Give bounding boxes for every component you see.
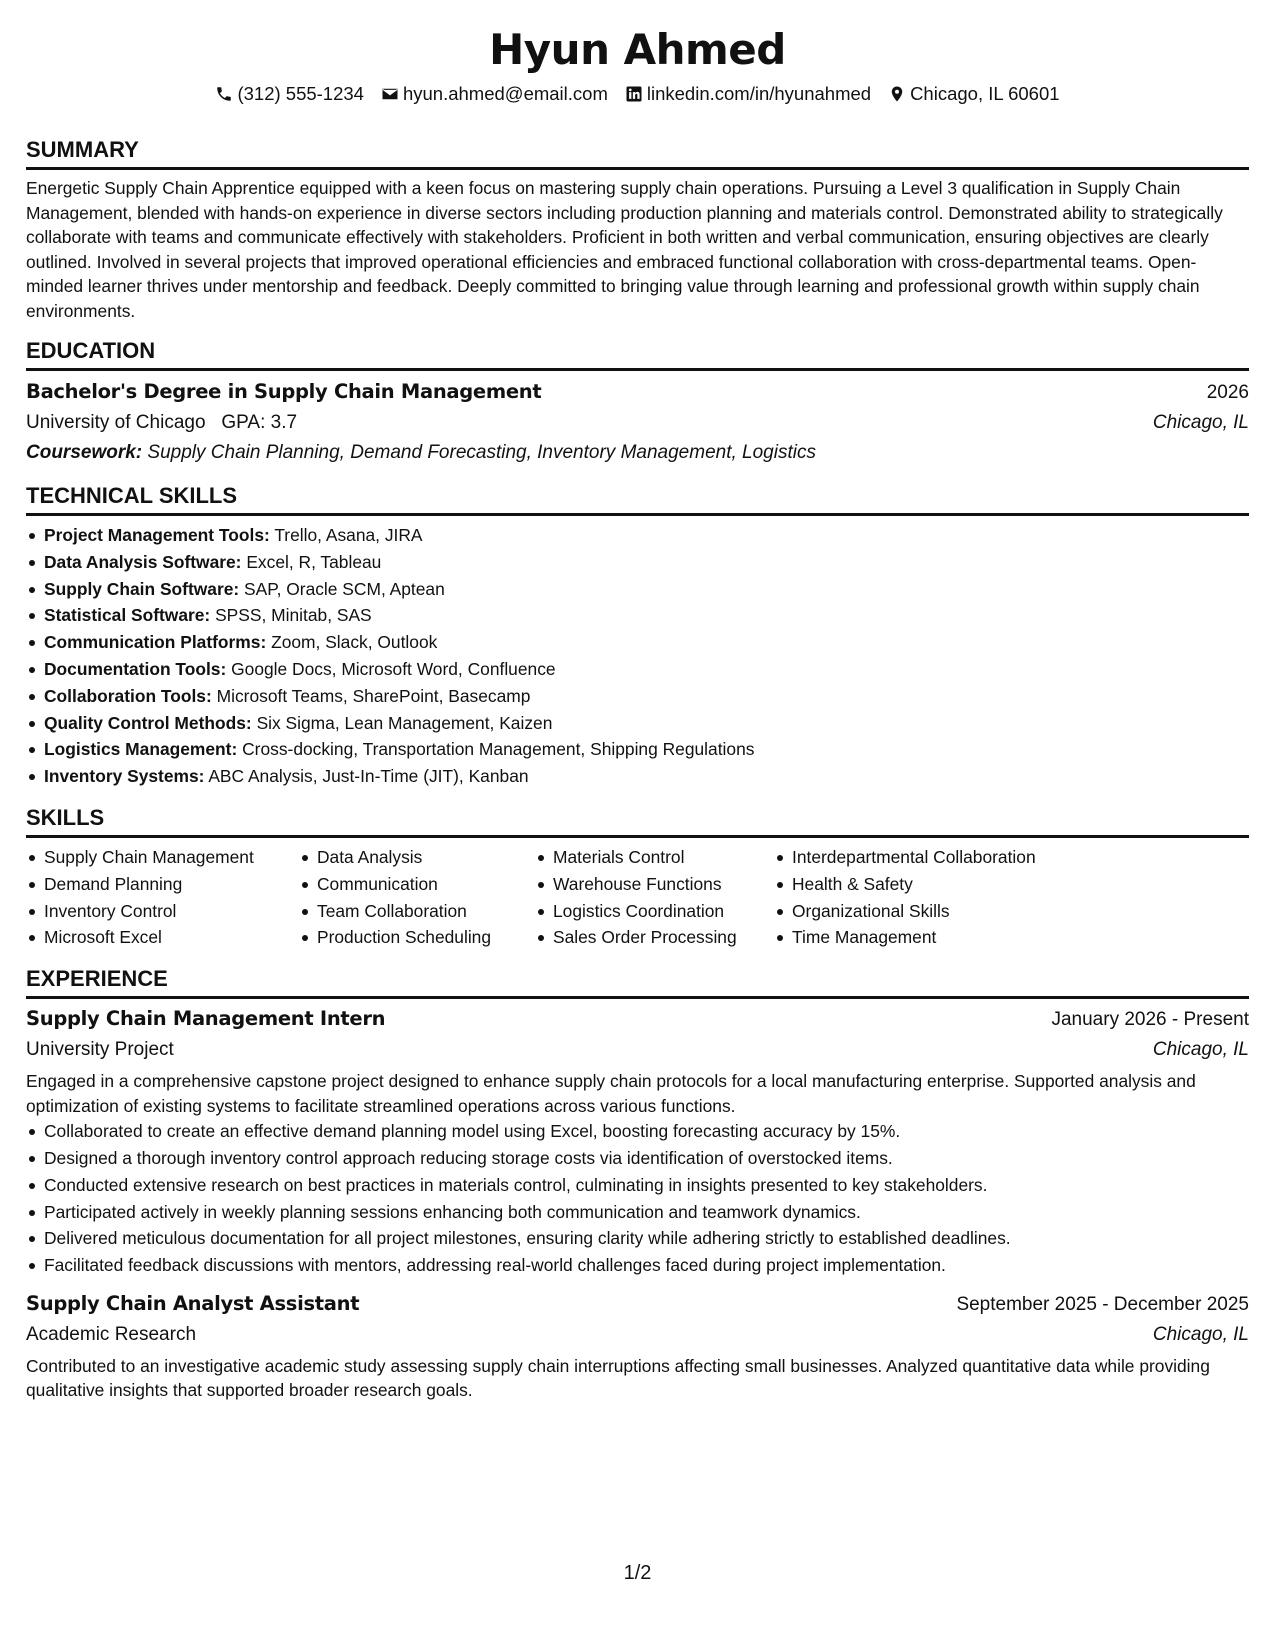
map-pin-icon <box>888 85 906 103</box>
list-item: Communication <box>299 871 535 898</box>
linkedin-icon <box>625 85 643 103</box>
list-item: Team Collaboration <box>299 898 535 925</box>
list-item: Inventory Control <box>26 898 299 925</box>
summary-text: Energetic Supply Chain Apprentice equipped with a keen focus on mastering supply chain operations. Pursuing a Level 3 qualification in Supply Chain Management, blended with hands-on experience in diverse sectors including production planning and materials control. Demonstrated ability to strategically collaborate with teams and communicate effectively with stakeholders. Proficient in both written and verbal communication, ensuring objectives are clearly outlined. Involved in several projects that improved operational efficiencies and embraced functional collaboration with cross-departmental teams. Open-minded learner thrives under mentorship and feedback. Deeply committed to bringing value through learning and professional growth within supply chain environments. <box>26 178 1223 321</box>
skill-category-value: Zoom, Slack, Outlook <box>271 632 438 653</box>
list-item <box>26 522 1249 549</box>
list-item: Designed a thorough inventory control approach reducing storage costs via identification of overstocked items. <box>26 1145 1249 1172</box>
contact-email[interactable] <box>381 82 608 106</box>
skill-category-label: Collaboration Tools: <box>44 685 212 706</box>
phone-text: (312) 555-1234 <box>237 83 364 104</box>
skill-category-label: Statistical Software: <box>44 605 211 626</box>
list-item: Health & Safety <box>774 871 1036 898</box>
section-title-education: EDUCATION <box>26 337 1249 371</box>
list-item <box>26 710 1249 737</box>
job-role: Supply Chain Management Intern <box>26 1007 386 1031</box>
list-item: Facilitated feedback discussions with mentors, addressing real-world challenges faced during project implementation. <box>26 1252 1249 1279</box>
list-item: Interdepartmental Collaboration <box>774 844 1036 871</box>
skill-category-value: Microsoft Teams, SharePoint, Basecamp <box>216 685 531 706</box>
contact-location <box>888 82 1059 106</box>
summary-section <box>26 136 1249 323</box>
skills-section <box>26 804 1249 951</box>
skill-category-value: Google Docs, Microsoft Word, Confluence <box>231 658 556 679</box>
job-header-row <box>26 1289 1249 1320</box>
technical-skills-list <box>26 522 1249 790</box>
list-item <box>26 763 1249 790</box>
section-title-summary: SUMMARY <box>26 136 1249 170</box>
gpa: GPA: 3.7 <box>221 412 298 433</box>
job-entry <box>26 1289 1249 1403</box>
job-location: Chicago, IL <box>1152 1323 1249 1345</box>
section-title-experience: EXPERIENCE <box>26 965 1249 999</box>
list-item: Delivered meticulous documentation for all project milestones, ensuring clarity while adhering strictly to established deadlines. <box>26 1225 1249 1252</box>
list-item: Demand Planning <box>26 871 299 898</box>
list-item: Participated actively in weekly planning sessions enhancing both communication and teamwork dynamics. <box>26 1199 1249 1226</box>
skills-column <box>774 844 1036 951</box>
list-item <box>26 549 1249 576</box>
job-description: Contributed to an investigative academic study assessing supply chain interruptions affecting small businesses. Analyzed quantitative data while providing qualitative insights that supported broader research goals. <box>26 1355 1210 1401</box>
school-name: University of Chicago <box>26 412 206 433</box>
section-title-skills: SKILLS <box>26 804 1249 838</box>
contact-phone <box>215 82 364 106</box>
job-org-row <box>26 1035 1249 1065</box>
education-section <box>26 337 1249 468</box>
experience-section <box>26 965 1249 1403</box>
list-item: Data Analysis <box>299 844 535 871</box>
job-dates: September 2025 - December 2025 <box>956 1293 1249 1315</box>
school-line <box>26 408 297 438</box>
skill-category-value: SAP, Oracle SCM, Aptean <box>244 578 445 599</box>
job-dates: January 2026 - Present <box>1051 1009 1249 1031</box>
contact-bar <box>26 82 1249 106</box>
list-item: Warehouse Functions <box>535 871 774 898</box>
job-header-row <box>26 1004 1249 1035</box>
job-description: Engaged in a comprehensive capstone project designed to enhance supply chain protocols for a local manufacturing enterprise. Supported analysis and optimization of existing systems to facilitate streamlined operations across various functions. <box>26 1071 1196 1116</box>
skill-category-value: Trello, Asana, JIRA <box>274 525 423 545</box>
list-item: Logistics Coordination <box>535 898 774 925</box>
job-bullets <box>26 1118 1249 1279</box>
list-item: Organizational Skills <box>774 898 1036 925</box>
coursework-label: Coursework: <box>26 442 143 463</box>
graduation-year: 2026 <box>1206 382 1249 403</box>
job-org: University Project <box>26 1039 174 1061</box>
education-school-row <box>26 408 1249 438</box>
linkedin-text: linkedin.com/in/hyunahmed <box>646 83 872 104</box>
phone-icon <box>215 85 233 103</box>
candidate-name: Hyun Ahmed <box>489 25 786 74</box>
list-item <box>26 656 1249 683</box>
skill-category-label: Project Management Tools: <box>44 525 270 545</box>
job-location: Chicago, IL <box>1152 1039 1249 1061</box>
education-header-row <box>26 377 1249 408</box>
coursework-line <box>26 438 1249 468</box>
skill-category-label: Quality Control Methods: <box>44 712 252 733</box>
skill-category-value: Six Sigma, Lean Management, Kaizen <box>256 712 553 733</box>
list-item: Sales Order Processing <box>535 924 774 951</box>
list-item: Collaborated to create an effective demand planning model using Excel, boosting forecasting accuracy by 15%. <box>26 1118 1249 1145</box>
list-item <box>26 736 1249 763</box>
skill-category-value: Cross-docking, Transportation Management, Shipping Regulations <box>242 739 755 760</box>
list-item <box>26 576 1249 603</box>
skill-category-value: Excel, R, Tableau <box>246 551 382 572</box>
skill-category-label: Inventory Systems: <box>44 766 205 787</box>
job-role: Supply Chain Analyst Assistant <box>26 1291 360 1315</box>
skills-column <box>26 844 299 951</box>
skills-grid <box>26 844 1249 951</box>
list-item: Production Scheduling <box>299 924 535 951</box>
skills-column <box>299 844 535 951</box>
technical-skills-section <box>26 482 1249 790</box>
envelope-icon <box>381 85 399 103</box>
skill-category-label: Supply Chain Software: <box>44 578 240 599</box>
skill-category-label: Documentation Tools: <box>44 658 227 679</box>
skill-category-value: SPSS, Minitab, SAS <box>215 605 372 626</box>
skill-category-label: Logistics Management: <box>44 739 238 760</box>
list-item: Time Management <box>774 924 1036 951</box>
page-number: 1/2 <box>623 1562 652 1584</box>
skill-category-label: Communication Platforms: <box>44 632 267 653</box>
job-org-row <box>26 1320 1249 1350</box>
section-title-technical-skills: TECHNICAL SKILLS <box>26 482 1249 516</box>
list-item: Supply Chain Management <box>26 844 299 871</box>
school-location: Chicago, IL <box>1152 412 1249 433</box>
list-item: Conducted extensive research on best practices in materials control, culminating in insights presented to key stakeholders. <box>26 1172 1249 1199</box>
job-entry <box>26 1004 1249 1279</box>
list-item: Microsoft Excel <box>26 924 299 951</box>
list-item <box>26 629 1249 656</box>
skills-column <box>535 844 774 951</box>
skill-category-label: Data Analysis Software: <box>44 551 242 572</box>
contact-linkedin[interactable] <box>625 82 871 106</box>
list-item <box>26 683 1249 710</box>
location-text: Chicago, IL 60601 <box>910 83 1060 104</box>
list-item: Materials Control <box>535 844 774 871</box>
degree: Bachelor's Degree in Supply Chain Management <box>26 380 542 403</box>
skill-category-value: ABC Analysis, Just-In-Time (JIT), Kanban <box>208 766 529 787</box>
email-text: hyun.ahmed@email.com <box>402 83 608 104</box>
list-item <box>26 602 1249 629</box>
coursework-list: Supply Chain Planning, Demand Forecasting, Inventory Management, Logistics <box>147 442 816 463</box>
job-org: Academic Research <box>26 1323 197 1345</box>
